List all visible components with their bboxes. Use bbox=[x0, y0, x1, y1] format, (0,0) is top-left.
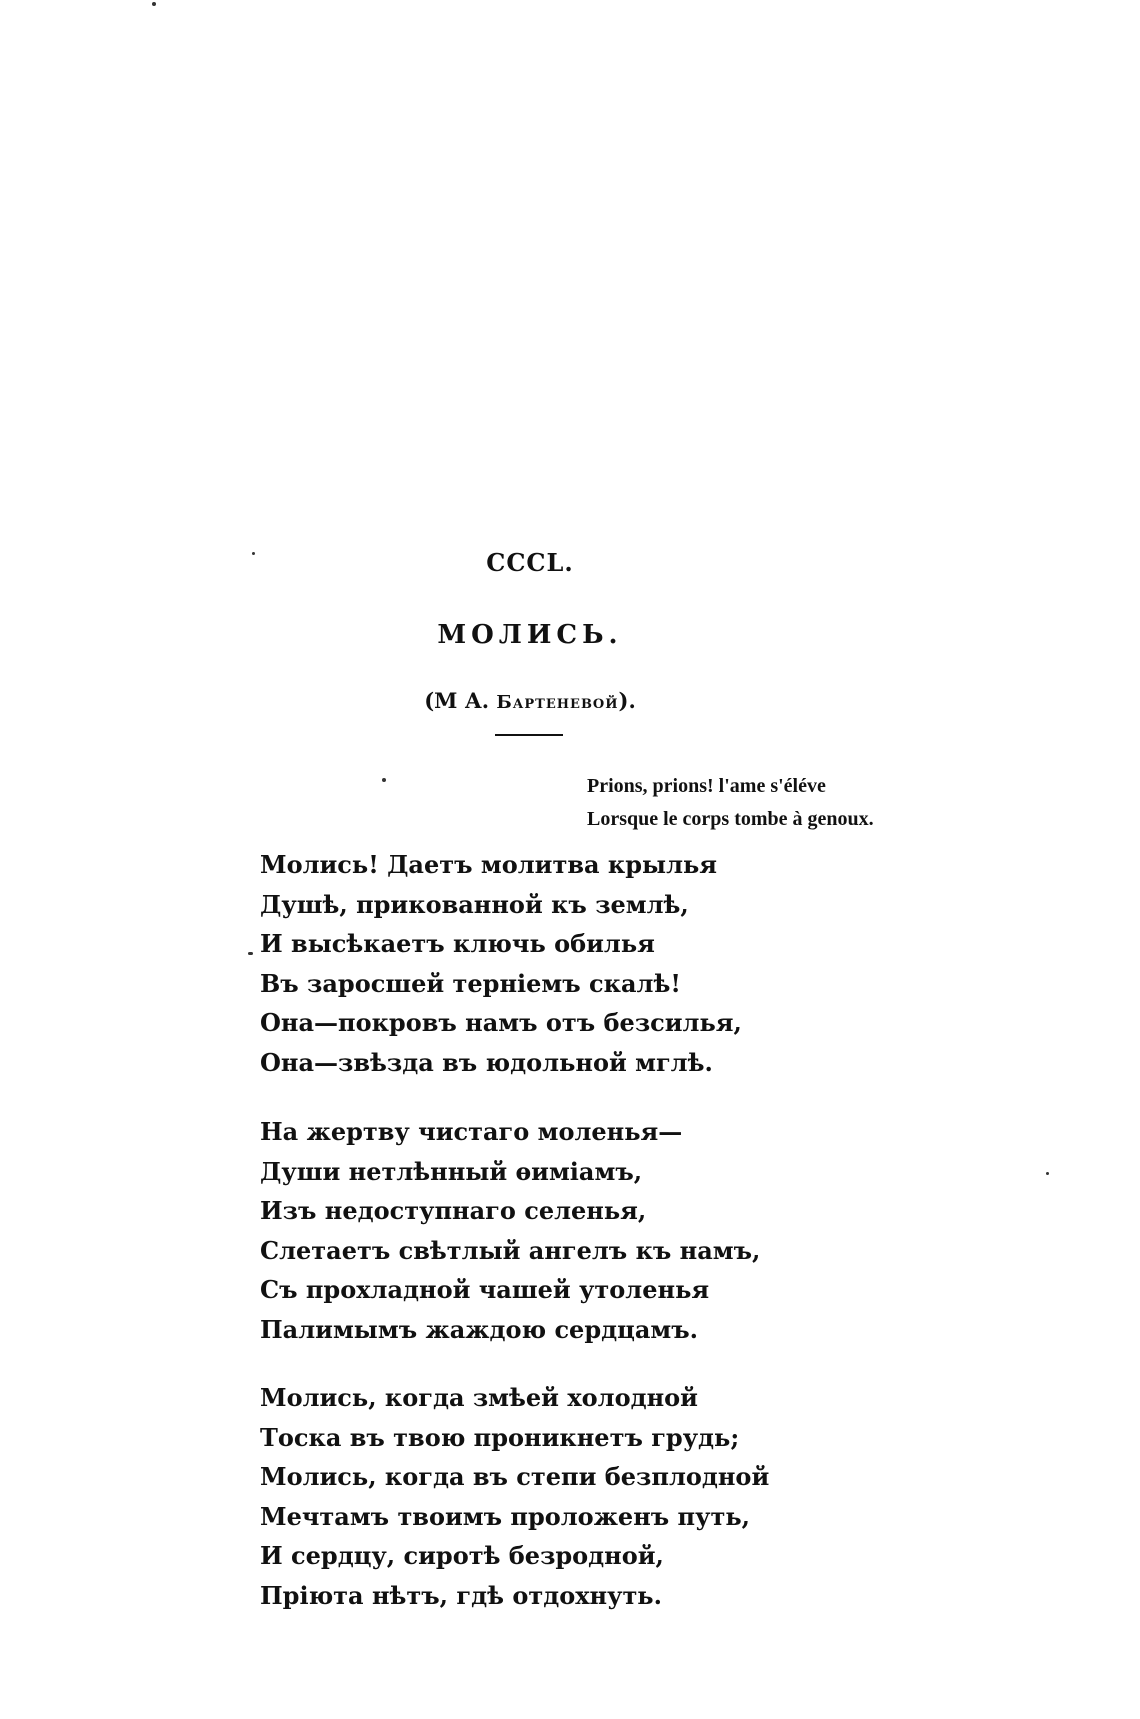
verse-line: Слетаетъ свѣтлый ангелъ къ намъ, bbox=[260, 1235, 761, 1265]
stanza-2 bbox=[260, 1112, 820, 1349]
verse-line: Душѣ, прикованной къ землѣ, bbox=[260, 889, 689, 919]
verse-line: Она—звѣзда въ юдольной мглѣ. bbox=[260, 1047, 713, 1077]
verse-line: Молись! Даетъ молитва крылья bbox=[260, 850, 718, 879]
verse-line: На жертву чистаго моленья— bbox=[260, 1117, 683, 1146]
scan-speck bbox=[248, 952, 253, 955]
stanza-1 bbox=[260, 845, 820, 1082]
scan-speck bbox=[152, 2, 156, 6]
verse-line: И высѣкаетъ ключь обилья bbox=[260, 929, 655, 958]
verse-line: Въ заросшей терніемъ скалѣ! bbox=[260, 968, 681, 998]
poem-dedication bbox=[0, 688, 1060, 713]
verse-line: Молись, когда змѣей холодной bbox=[260, 1383, 698, 1412]
scan-speck bbox=[252, 552, 255, 555]
verse-line: Тоска въ твою проникнетъ грудь; bbox=[260, 1422, 740, 1452]
poem-title: МОЛИСЬ. bbox=[437, 620, 623, 650]
verse-line: Души нетлѣнный ѳиміамъ, bbox=[260, 1156, 643, 1186]
dedication-open: (М А. bbox=[424, 688, 497, 713]
epigraph bbox=[587, 770, 874, 836]
dedication-name: Бартеневой bbox=[496, 692, 619, 713]
verse-line: Палимымъ жаждою сердцамъ. bbox=[260, 1314, 698, 1344]
verse-line: Изъ недоступнаго селенья, bbox=[260, 1196, 647, 1225]
verse-line: Пріюта нѣтъ, гдѣ отдохнуть. bbox=[260, 1580, 662, 1610]
title-divider bbox=[495, 734, 563, 736]
scan-speck bbox=[382, 778, 386, 782]
poem-number: СССL. bbox=[486, 548, 574, 577]
epigraph-line: Lorsque le corps tombe à genoux. bbox=[587, 808, 874, 830]
verse-line: Мечтамъ твоимъ проложенъ путь, bbox=[260, 1501, 750, 1531]
verse-line: Она—покровъ намъ отъ безсилья, bbox=[260, 1008, 742, 1037]
dedication-close: ). bbox=[618, 688, 636, 713]
verse-line: И сердцу, сиротѣ безродной, bbox=[260, 1541, 664, 1570]
stanza-3 bbox=[260, 1378, 820, 1615]
epigraph-line: Prions, prions! l'ame s'éléve bbox=[587, 775, 826, 797]
scan-speck bbox=[1046, 1172, 1049, 1175]
verse-line: Съ прохладной чашей утоленья bbox=[260, 1275, 710, 1304]
verse-line: Молись, когда въ степи безплодной bbox=[260, 1462, 770, 1491]
